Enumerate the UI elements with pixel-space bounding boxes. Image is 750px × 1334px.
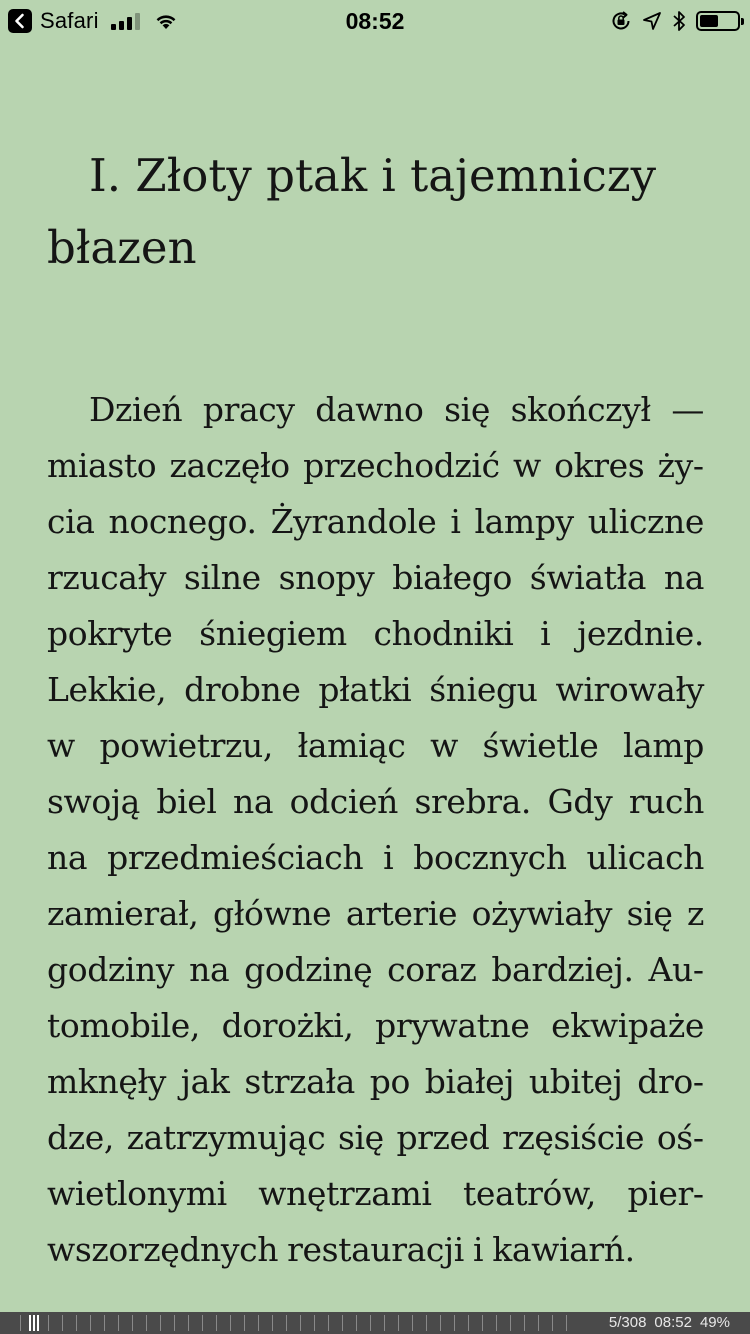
battery-percent: 49% — [699, 1314, 730, 1331]
bluetooth-icon — [672, 10, 686, 32]
reader-info — [609, 1314, 730, 1332]
chapter-title: I. Złoty ptak i tajemniczy błazen — [47, 149, 657, 274]
page-counter: 5/308 — [608, 1314, 647, 1331]
reader-clock: 08:52 — [654, 1314, 692, 1331]
status-time: 08:52 — [345, 8, 405, 34]
back-app-name[interactable]: Safari — [40, 8, 99, 33]
battery-fill — [700, 15, 718, 27]
status-bar-right — [610, 8, 740, 34]
progress-handle-icon[interactable] — [29, 1315, 39, 1331]
progress-ticks — [20, 1315, 580, 1331]
reading-progress-slider[interactable] — [20, 1312, 580, 1334]
orientation-lock-icon — [610, 10, 632, 32]
location-icon — [642, 11, 662, 31]
status-bar — [0, 0, 750, 40]
battery-icon — [696, 11, 740, 31]
reader-info-bar — [0, 1312, 750, 1334]
book-paragraph: Dzień pracy dawno się skończył — miasto zaczęło przechodzić w okres życia nocnego. Żyrandole i lampy uliczne rzucały silne snopy białego światła na pokryte śniegiem chodniki i jezdnie. Lekkie, drobne płatki śniegu wirowały w powietrzu, łamiąc w świetle lamp swoją biel na odcień srebra. Gdy ruch na przedmieściach i bocznych ulicach zamierał, główne arterie ożywiały się z godziny na godzinę coraz bardziej. Automobile, dorożki, prywatne ekwipaże mknęły jak strzała po białej ubitej drodze, zatrzymując się przed rzęsiście oświetlonymi wnętrzami teatrów, pierwszorzędnych restauracji i kawiarń. — [47, 390, 704, 1269]
